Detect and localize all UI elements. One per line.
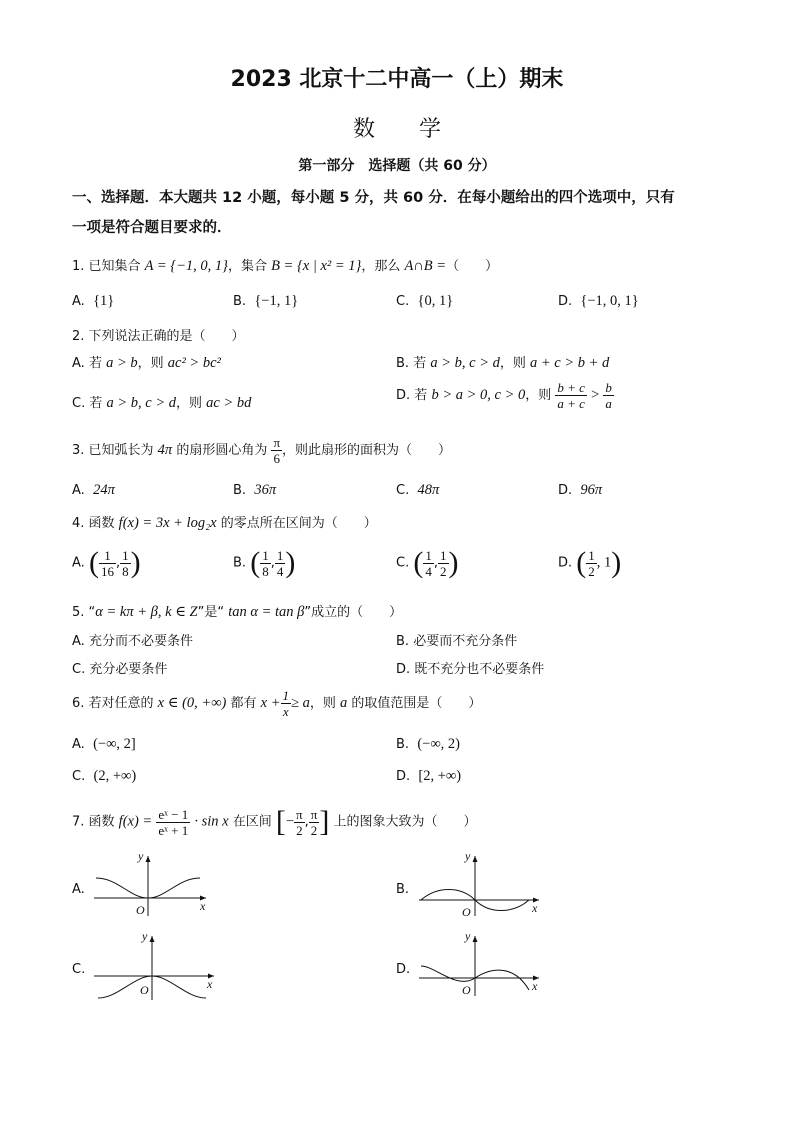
svg-text:O: O xyxy=(140,983,149,997)
q6-option-d: D. [2, +∞) xyxy=(396,768,462,784)
q3-option-b: B. 36π xyxy=(233,482,277,498)
q1-option-b: B. {−1, 1} xyxy=(233,293,299,309)
q3-option-c: C. 48π xyxy=(396,482,440,498)
q7-graph-d xyxy=(415,930,545,1000)
question-6-stem: 6. 若对任意的 x ∈ (0, +∞) 都有 x + $\frac{1}{x}$ ≥ a，则 a 的取值范围是（ ） xyxy=(72,688,482,719)
q6-option-b: B. (−∞, 2) xyxy=(396,736,460,752)
q2-option-a: A. 若 a > b，则 ac² > bc² xyxy=(72,355,221,371)
q4-option-d: D. ( $\frac{1}{2}$ , 1) xyxy=(558,546,622,579)
q2-option-b: B. 若 a > b, c > d，则 a + c > b + d xyxy=(396,355,610,371)
q5-option-a: A. 充分而不必要条件 xyxy=(72,634,193,649)
q7-graph-a xyxy=(90,850,210,920)
q7-graph-b xyxy=(415,850,545,920)
q5-option-d: D. 既不充分也不必要条件 xyxy=(396,662,545,677)
q6-option-c: C. (2, +∞) xyxy=(72,768,137,784)
question-1-stem: 1. 已知集合 A = {−1, 0, 1}，集合 B = {x | x² = 1}，那么 A∩B =（ ） xyxy=(72,258,499,274)
svg-text:x: x xyxy=(532,979,538,993)
page-title: 2023 北京十二中高一（上）期末 xyxy=(230,67,564,92)
question-5-stem: 5. “α = kπ + β, k ∈ Z”是“ tan α = tan β”成立的（ ） xyxy=(72,604,403,620)
subject-title: 数 学 xyxy=(352,117,441,142)
part-heading: 第一部分 选择题（共 60 分） xyxy=(298,158,496,174)
instructions-line-2: 一项是符合题目要求的． xyxy=(72,220,232,236)
svg-text:O: O xyxy=(136,903,145,917)
q3-option-d: D. 96π xyxy=(558,482,603,498)
svg-text:y: y xyxy=(465,850,471,863)
q1-option-c: C. {0, 1} xyxy=(396,293,454,309)
q4-option-c: C. ( $\frac{1}{4}$ , $\frac{1}{2}$ ) xyxy=(396,546,459,579)
svg-text:y: y xyxy=(465,930,471,943)
q3-option-a: A. 24π xyxy=(72,482,115,498)
q1-option-d: D. {−1, 0, 1} xyxy=(558,293,639,309)
q5-option-b: B. 必要而不充分条件 xyxy=(396,634,518,649)
q5-option-c: C. 充分必要条件 xyxy=(72,662,168,677)
q4-option-b: B. ( $\frac{1}{8}$ , $\frac{1}{4}$ ) xyxy=(233,546,296,579)
q7-option-d-label: D. xyxy=(396,962,411,977)
svg-text:x: x xyxy=(207,977,213,991)
instructions-line-1: 一、选择题．本大题共 12 小题，每小题 5 分，共 60 分．在每小题给出的四个选项中，只有 xyxy=(72,190,675,206)
question-2-stem: 2. 下列说法正确的是（ ） xyxy=(72,329,245,344)
q4-option-a: A. ( $\frac{1}{16}$ , $\frac{1}{8}$ ) xyxy=(72,546,141,579)
q7-option-a-label: A. xyxy=(72,882,85,897)
q7-option-c-label: C. xyxy=(72,962,86,977)
q2-option-c: C. 若 a > b, c > d，则 ac > bd xyxy=(72,395,252,411)
question-4-stem: 4. 函数 f(x) = 3x + log₂x 的零点所在区间为（ ） xyxy=(72,515,377,531)
q6-option-a: A. (−∞, 2] xyxy=(72,736,136,752)
q1-option-a: A. {1} xyxy=(72,293,115,309)
svg-text:O: O xyxy=(462,983,471,997)
svg-text:O: O xyxy=(462,905,471,919)
question-7-stem: 7. 函数 f(x) = $\frac{\text{eˣ − 1}}{\text{eˣ + 1}}$ · sin x 在区间 [− $\frac{\pi}{2}$ , $\frac{\pi}{2}$ ] 上的图象大致为（ ） xyxy=(72,805,477,838)
svg-text:y: y xyxy=(142,930,148,943)
q7-graph-c xyxy=(90,930,220,1002)
svg-text:y: y xyxy=(138,850,144,863)
svg-text:x: x xyxy=(200,899,206,913)
svg-text:x: x xyxy=(532,901,538,915)
q7-option-b-label: B. xyxy=(396,882,410,897)
q2-option-d: D. 若 b > a > 0, c > 0，则 $\frac{b + c}{a + c}$ > $\frac{b}{a}$ xyxy=(396,380,612,411)
question-3-stem: 3. 已知弧长为 4π 的扇形圆心角为 $\frac{\pi}{6}$ ，则此扇形的面积为（ ） xyxy=(72,435,452,466)
